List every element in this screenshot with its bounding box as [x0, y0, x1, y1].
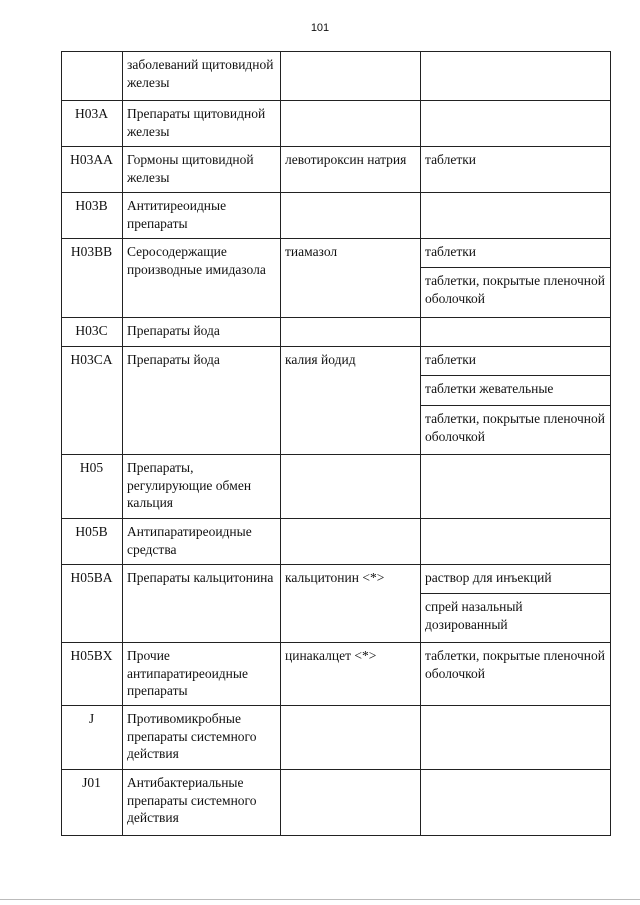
- table-row: [62, 147, 611, 193]
- dosage-form-line: таблетки: [425, 152, 477, 167]
- dosage-form-cell: [421, 347, 611, 455]
- dosage-form-line: [421, 455, 610, 462]
- substance-cell: [281, 318, 421, 347]
- name-cell: Прочие антипаратиреоидные препараты: [123, 643, 281, 706]
- bottom-rule: [0, 899, 640, 900]
- code-cell: H05BA: [62, 565, 123, 643]
- dosage-form-cell: [421, 455, 611, 519]
- substance-cell: [281, 455, 421, 519]
- name-cell: Препараты йода: [123, 347, 281, 455]
- dosage-form-line: таблетки, покрытые пленочной оболочкой: [421, 405, 610, 454]
- dosage-form-cell: [421, 565, 611, 643]
- substance-cell: [281, 193, 421, 239]
- substance-cell: [281, 706, 421, 770]
- dosage-form-cell: [421, 643, 611, 706]
- table-row: [62, 318, 611, 347]
- code-cell: H05B: [62, 519, 123, 565]
- name-cell: Препараты щитовидной железы: [123, 101, 281, 147]
- table-row: [62, 239, 611, 318]
- code-cell: H03CA: [62, 347, 123, 455]
- dosage-form-line: [421, 52, 610, 59]
- dosage-form-cell: [421, 147, 611, 193]
- code-cell: H05: [62, 455, 123, 519]
- code-cell: H03C: [62, 318, 123, 347]
- page-number: 101: [310, 22, 330, 34]
- substance-cell: [281, 101, 421, 147]
- dosage-form-line: [421, 706, 610, 713]
- name-cell: Гормоны щитовидной железы: [123, 147, 281, 193]
- dosage-form-cell: [421, 318, 611, 347]
- table-body: [62, 52, 611, 836]
- code-cell: H03BB: [62, 239, 123, 318]
- drug-table: [61, 51, 611, 836]
- name-cell: Препараты, регулирующие обмен кальция: [123, 455, 281, 519]
- name-cell: Препараты кальцитонина: [123, 565, 281, 643]
- dosage-form-line: таблетки: [425, 244, 477, 259]
- substance-cell: кальцитонин <*>: [281, 565, 421, 643]
- table-row: [62, 706, 611, 770]
- table-row: [62, 347, 611, 455]
- table-row: [62, 52, 611, 101]
- code-cell: [62, 52, 123, 101]
- dosage-form-cell: [421, 519, 611, 565]
- code-cell: H05BX: [62, 643, 123, 706]
- dosage-form-line: [421, 101, 610, 108]
- substance-cell: [281, 519, 421, 565]
- substance-cell: левотироксин натрия: [281, 147, 421, 193]
- table-row: [62, 101, 611, 147]
- dosage-form-cell: [421, 706, 611, 770]
- code-cell: J01: [62, 770, 123, 836]
- dosage-form-line: таблетки, покрытые пленочной оболочкой: [421, 267, 610, 317]
- dosage-form-line: раствор для инъекций: [425, 570, 552, 585]
- dosage-form-line: таблетки жевательные: [421, 375, 610, 405]
- name-cell: Антитиреоидные препараты: [123, 193, 281, 239]
- dosage-form-cell: [421, 239, 611, 318]
- code-cell: H03B: [62, 193, 123, 239]
- substance-cell: цинакалцет <*>: [281, 643, 421, 706]
- dosage-form-line: [421, 193, 610, 200]
- dosage-form-line: [421, 519, 610, 526]
- dosage-form-line: таблетки, покрытые пленочной оболочкой: [425, 648, 606, 681]
- dosage-form-line: [421, 318, 610, 325]
- table-row: [62, 565, 611, 643]
- substance-cell: [281, 52, 421, 101]
- name-cell: Серосодержащие производные имидазола: [123, 239, 281, 318]
- name-cell: Противомикробные препараты системного действия: [123, 706, 281, 770]
- name-cell: заболеваний щитовидной железы: [123, 52, 281, 101]
- dosage-form-cell: [421, 52, 611, 101]
- substance-cell: калия йодид: [281, 347, 421, 455]
- name-cell: Антипаратиреоидные средства: [123, 519, 281, 565]
- dosage-form-cell: [421, 101, 611, 147]
- dosage-form-cell: [421, 770, 611, 836]
- dosage-form-cell: [421, 193, 611, 239]
- code-cell: J: [62, 706, 123, 770]
- table-row: [62, 519, 611, 565]
- dosage-form-line: таблетки: [425, 352, 477, 367]
- code-cell: H03A: [62, 101, 123, 147]
- dosage-form-line: спрей назальный дозированный: [421, 593, 610, 642]
- code-cell: H03AA: [62, 147, 123, 193]
- substance-cell: тиамазол: [281, 239, 421, 318]
- table-row: [62, 455, 611, 519]
- name-cell: Антибактериальные препараты системного действия: [123, 770, 281, 836]
- table-row: [62, 193, 611, 239]
- table-row: [62, 643, 611, 706]
- dosage-form-line: [421, 770, 610, 777]
- substance-cell: [281, 770, 421, 836]
- name-cell: Препараты йода: [123, 318, 281, 347]
- table-row: [62, 770, 611, 836]
